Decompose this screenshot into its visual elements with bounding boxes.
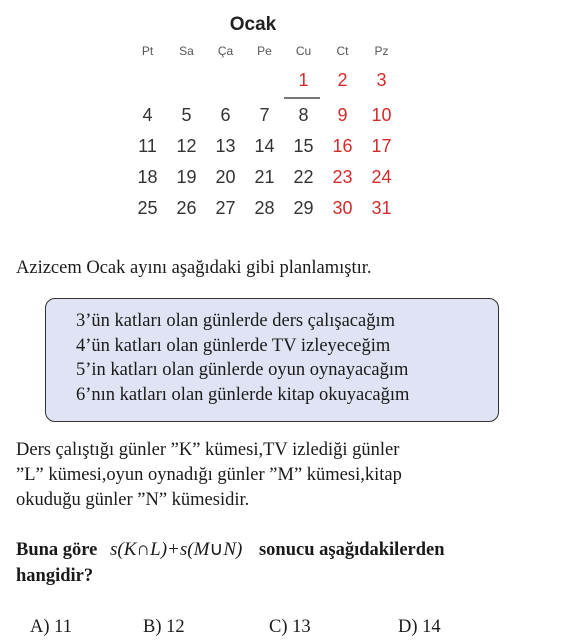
calendar-day: 28 bbox=[254, 198, 275, 218]
weekday-label: Ct bbox=[336, 44, 349, 58]
formula-part: s(K bbox=[110, 539, 137, 560]
description-line: ”L” kümesi,oyun oynadığı günler ”M” kümesi,kitap bbox=[16, 465, 402, 485]
calendar-day: 26 bbox=[176, 198, 197, 218]
calendar bbox=[128, 44, 401, 224]
calendar-day: 31 bbox=[371, 198, 392, 218]
weekday-label: Ça bbox=[217, 44, 234, 58]
description-line: okuduğu günler ”N” kümesidir. bbox=[16, 490, 250, 510]
calendar-week-row bbox=[128, 100, 401, 131]
calendar-day: 11 bbox=[138, 136, 157, 156]
calendar-week-row bbox=[128, 70, 401, 91]
calendar-day: 9 bbox=[337, 105, 348, 125]
calendar-day: 21 bbox=[254, 167, 275, 187]
calendar-day: 6 bbox=[220, 105, 231, 125]
calendar-day: 13 bbox=[215, 136, 236, 156]
union-symbol: ∪ bbox=[209, 539, 224, 560]
description-line: Ders çalıştığı günler ”K” kümesi,TV izlediği günler bbox=[16, 440, 400, 460]
day-underline-divider bbox=[284, 97, 320, 99]
calendar-day: 29 bbox=[293, 198, 314, 218]
calendar-day: 30 bbox=[332, 198, 353, 218]
option-a[interactable]: A) 11 bbox=[30, 617, 72, 637]
formula bbox=[110, 539, 242, 560]
calendar-day: 10 bbox=[371, 105, 392, 125]
calendar-day: 27 bbox=[215, 198, 236, 218]
calendar-day: 19 bbox=[176, 167, 197, 187]
calendar-day: 18 bbox=[137, 167, 158, 187]
calendar-weekday-header bbox=[128, 44, 401, 58]
calendar-month-title: Ocak bbox=[229, 14, 277, 35]
calendar-week-row bbox=[128, 131, 401, 162]
calendar-week-row bbox=[128, 193, 401, 224]
calendar-day: 16 bbox=[332, 136, 353, 156]
plan-line: 4’ün katları olan günlerde TV izleyeceğim bbox=[76, 335, 391, 356]
calendar-day: 23 bbox=[332, 167, 353, 187]
weekday-label: Cu bbox=[295, 44, 312, 58]
calendar-day: 7 bbox=[259, 105, 270, 125]
formula-part: N) bbox=[223, 539, 243, 560]
weekday-label: Sa bbox=[179, 44, 194, 58]
calendar-day: 1 bbox=[298, 70, 309, 90]
plan-line: 3’ün katları olan günlerde ders çalışacağım bbox=[76, 311, 395, 331]
question-text bbox=[16, 537, 445, 589]
set-description bbox=[16, 438, 561, 513]
intro-text: Azizcem Ocak ayını aşağıdaki gibi planlamıştır. bbox=[16, 258, 372, 278]
calendar-week-row bbox=[128, 162, 401, 193]
option-c[interactable]: C) 13 bbox=[269, 617, 311, 637]
formula-part: L)+s(M bbox=[150, 539, 210, 560]
question-line-1 bbox=[16, 537, 445, 563]
weekday-label: Pe bbox=[257, 44, 272, 58]
calendar-day: 24 bbox=[371, 167, 392, 187]
calendar-day: 2 bbox=[337, 70, 348, 90]
calendar-day: 17 bbox=[371, 136, 392, 156]
option-b[interactable]: B) 12 bbox=[143, 617, 185, 637]
calendar-day: 22 bbox=[293, 167, 314, 187]
calendar-day: 5 bbox=[181, 105, 192, 125]
intersection-symbol: ∩ bbox=[136, 539, 151, 560]
plan-line: 5’in katları olan günlerde oyun oynayacağım bbox=[76, 360, 409, 380]
calendar-day: 12 bbox=[176, 136, 197, 156]
option-d[interactable]: D) 14 bbox=[398, 617, 441, 637]
plan-box bbox=[45, 298, 499, 422]
weekday-label: Pt bbox=[141, 44, 154, 58]
calendar-day: 20 bbox=[215, 167, 236, 187]
calendar-day: 14 bbox=[254, 136, 275, 156]
question-suffix: sonucu aşağıdakilerden bbox=[258, 540, 445, 560]
calendar-day: 15 bbox=[293, 136, 314, 156]
calendar-day: 8 bbox=[298, 105, 309, 125]
plan-line: 6’nın katları olan günlerde kitap okuyacağım bbox=[76, 384, 410, 405]
calendar-day: 3 bbox=[376, 70, 387, 90]
calendar-day: 4 bbox=[142, 105, 153, 125]
calendar-day: 25 bbox=[137, 198, 158, 218]
question-line-2: hangidir? bbox=[16, 566, 94, 586]
question-prefix: Buna göre bbox=[16, 540, 98, 560]
weekday-label: Pz bbox=[374, 44, 389, 58]
